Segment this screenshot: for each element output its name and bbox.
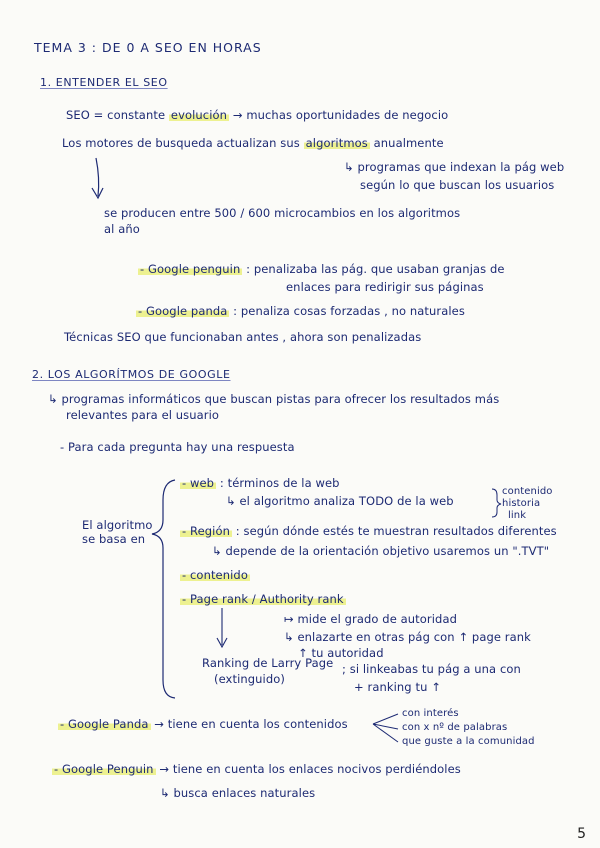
highlight-algoritmos: algoritmos (305, 136, 368, 150)
section-2-heading: 2. LOS ALGORÍTMOS DE GOOGLE (32, 368, 231, 381)
panda-comunidad: que guste a la comunidad (402, 736, 535, 747)
contenido-line (180, 568, 250, 582)
down-arrow-icon (96, 158, 99, 196)
highlight-google-panda: - Google Panda (60, 717, 149, 731)
se-basa-label-1: El algoritmo (82, 518, 153, 532)
web-link: link (508, 510, 527, 521)
penguin-line-2: enlaces para redirigir sus páginas (286, 280, 484, 294)
small-brace-icon (492, 489, 501, 517)
page-number: 5 (577, 826, 586, 842)
programas-line: ↳ programas informáticos que buscan pistas para ofrecer los resultados más (48, 392, 500, 406)
microcambios-line-2: al año (104, 222, 140, 236)
down-arrow-head-icon (92, 188, 103, 198)
seo-line: SEO = constante evolución → muchas oportunidades de negocio (66, 108, 449, 122)
ranking-larry: Ranking de Larry Page (202, 656, 334, 670)
google-penguin-line-2: ↳ busca enlaces naturales (160, 786, 316, 800)
note-usuarios: según lo que buscan los usuarios (360, 178, 555, 192)
section-1-heading: 1. ENTENDER EL SEO (40, 76, 168, 89)
web-line-2: ↳ el algoritmo analiza TODO de la web (226, 494, 454, 508)
penguin-line: - Google penguin : penalizaba las pág. que usaban granjas de (140, 262, 505, 276)
pagerank-enlazarte: ↳ enlazarte en otras pág con ↑ page rank (284, 630, 531, 644)
panda-interes: con interés (402, 708, 459, 719)
pagerank-mide: ↦ mide el grado de autoridad (284, 612, 457, 626)
ranking-tu: + ranking tu ↑ (354, 680, 441, 694)
web-line: - web : términos de la web (182, 476, 340, 490)
panda-palabras: con x nº de palabras (402, 722, 508, 733)
highlight-penguin: - Google penguin (140, 262, 241, 276)
se-basa-label-2: se basa en (82, 532, 146, 546)
pregunta-line: - Para cada pregunta hay una respuesta (60, 440, 295, 454)
region-line-2: ↳ depende de la orientación objetivo usaremos un ".TVT" (212, 544, 550, 558)
region-line: - Región : según dónde estés te muestran resultados diferentes (182, 524, 557, 538)
highlight-panda: - Google panda (138, 304, 228, 318)
algoritmos-line: Los motores de busqueda actualizan sus algoritmos anualmente (62, 136, 444, 150)
microcambios-line: se producen entre 500 / 600 microcambios en los algoritmos (104, 206, 461, 220)
web-contenido: contenido (502, 486, 553, 497)
programas-line-2: relevantes para el usuario (66, 408, 220, 422)
note-programas: ↳ programas que indexan la pág web (344, 160, 565, 174)
highlight-contenido: - contenido (182, 568, 248, 582)
page-title: TEMA 3 : DE 0 A SEO EN HORAS (34, 40, 262, 55)
highlight-evolucion: evolución (170, 108, 228, 122)
google-penguin-line: - Google Penguin → tiene en cuenta los enlaces nocivos perdiéndoles (54, 762, 461, 776)
left-brace-icon (152, 480, 175, 698)
panda-line: - Google panda : penaliza cosas forzadas , no naturales (138, 304, 465, 318)
fork-arrows-icon (373, 714, 398, 742)
web-historia: historia (502, 498, 541, 509)
google-panda-line: - Google Panda → tiene en cuenta los contenidos (60, 717, 348, 731)
highlight-web: - web (182, 476, 215, 490)
highlight-region: - Región (182, 524, 230, 538)
ranking-extinguido: (extinguido) (214, 672, 285, 686)
tecnicas-line: Técnicas SEO que funcionaban antes , ahora son penalizadas (64, 330, 422, 344)
highlight-google-penguin: - Google Penguin (54, 762, 154, 776)
pagerank-line (180, 592, 346, 606)
highlight-pagerank: - Page rank / Authority rank (182, 592, 344, 606)
pagerank-autoridad: ↑ tu autoridad (298, 646, 384, 660)
ranking-linkeabas: ; si linkeabas tu pág a una con (342, 662, 521, 676)
